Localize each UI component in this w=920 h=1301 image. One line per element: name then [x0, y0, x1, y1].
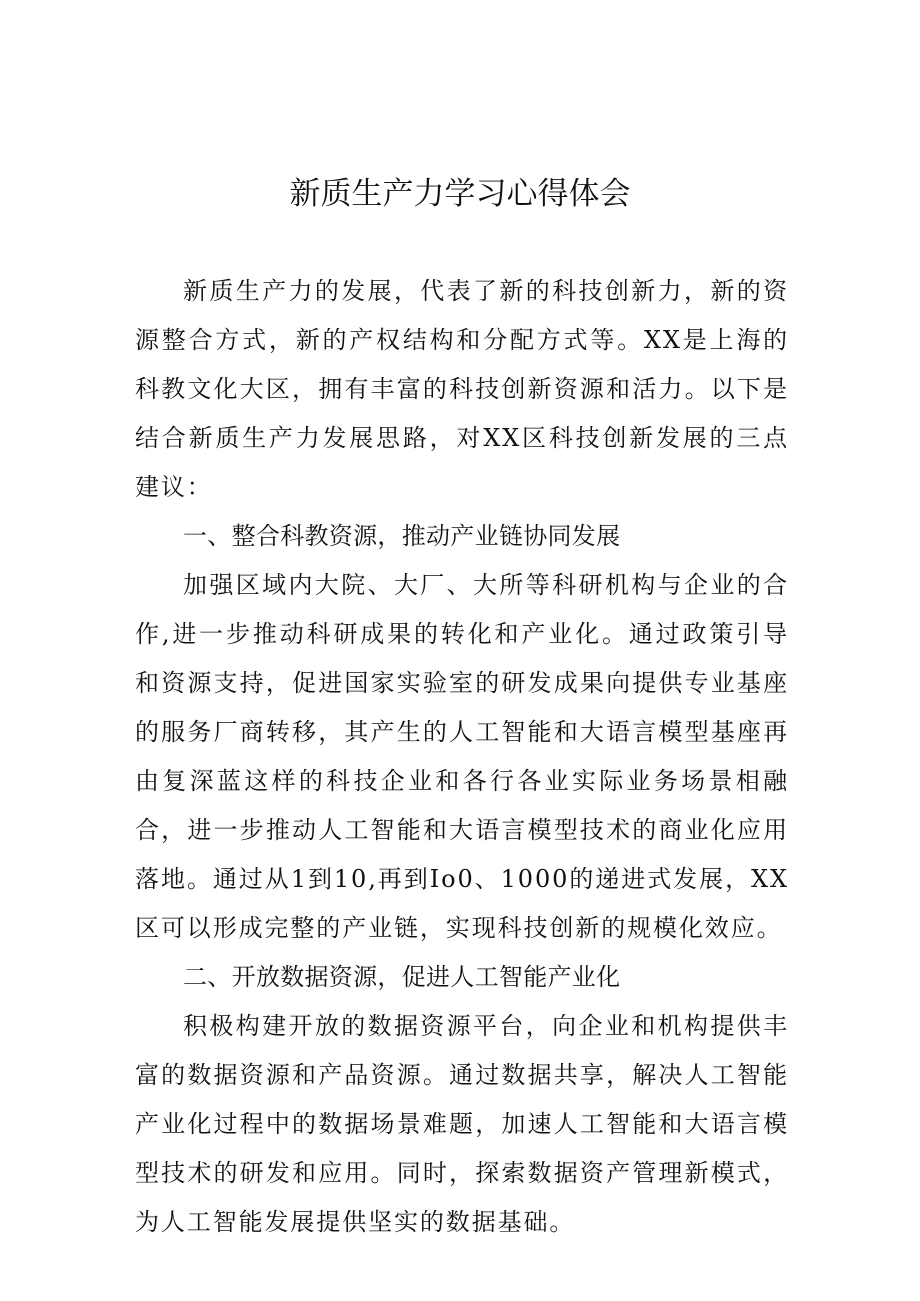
- intro-paragraph: 新质生产力的发展，代表了新的科技创新力，新的资源整合方式，新的产权结构和分配方式等。XX是上海的科教文化大区，拥有丰富的科技创新资源和活力。以下是结合新质生产力发展思路，对XX区科技创新发展的三点建议：: [135, 277, 789, 501]
- document-title: 新质生产力学习心得体会: [289, 176, 631, 212]
- section-2-paragraph: 积极构建开放的数据资源平台，向企业和机构提供丰富的数据资源和产品资源。通过数据共享，解决人工智能产业化过程中的数据场景难题，加速人工智能和大语言模型技术的研发和应用。同时，探索数据资产管理新模式，为人工智能发展提供坚实的数据基础。: [135, 1012, 789, 1236]
- section-1-paragraph: 加强区域内大院、大厂、大所等科研机构与企业的合作,进一步推动科研成果的转化和产业化。通过政策引导和资源支持，促进国家实验室的研发成果向提供专业基座的服务厂商转移，其产生的人工智能和大语言模型基座再由复深蓝这样的科技企业和各行各业实际业务场景相融合，进一步推动人工智能和大语言模型技术的商业化应用落地。通过从1到10,再到Io0、1000的递进式发展，XX区可以形成完整的产业链，实现科技创新的规模化效应。: [135, 571, 789, 942]
- section-1-heading: 一、整合科教资源，推动产业链协同发展: [183, 522, 621, 550]
- section-2-heading: 二、开放数据资源，促进人工智能产业化: [183, 963, 621, 991]
- document-body: [135, 267, 789, 1247]
